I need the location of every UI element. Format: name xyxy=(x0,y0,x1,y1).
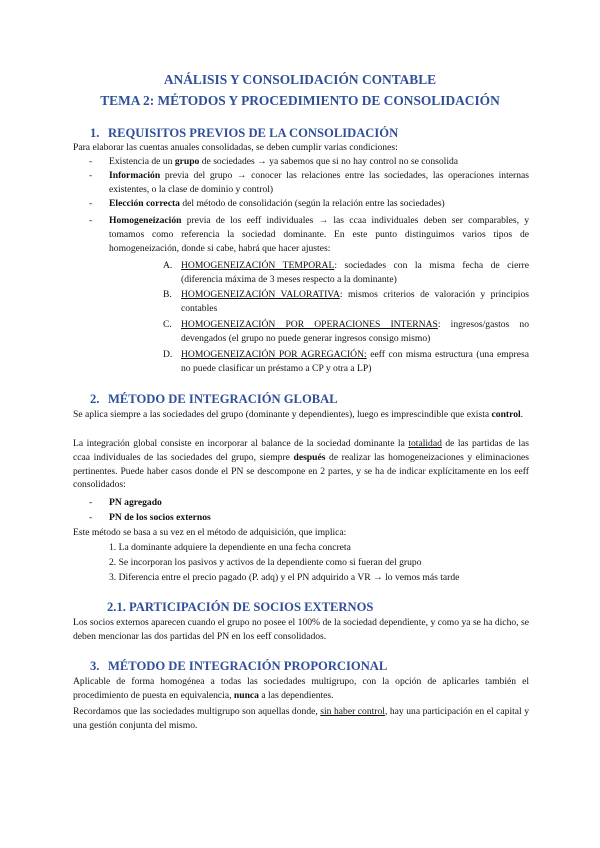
paragraph: Los socios externos aparecen cuando el grupo no posee el 100% de la sociedad dependiente, y como ya se ha dicho, se deben mencionar las dos partidas del PN en los eeff consolidados. xyxy=(73,617,529,642)
numbered-item: 3. Diferencia entre el precio pagado (P. adq) y el PN adquirido a VR → lo vemos más tarde xyxy=(109,572,460,583)
section-2-heading xyxy=(90,392,338,406)
list-item: Existencia de un grupo de sociedades → ya sabemos que si no hay control no se consolida xyxy=(109,156,459,167)
subitem-marker: D. xyxy=(163,349,173,360)
subitem: HOMOGENEIZACIÓN POR OPERACIONES INTERNAS: ingresos/gastos no devengados (el grupo no puede generar ingresos consigo mismo) xyxy=(181,319,529,344)
section-1-title: REQUISITOS PREVIOS DE LA CONSOLIDACIÓN xyxy=(108,126,399,140)
paragraph: Este método se basa a su vez en el método de adquisición, que implica: xyxy=(73,527,347,538)
section-1-heading xyxy=(90,126,398,140)
section-2-1-heading: 2.1. PARTICIPACIÓN DE SOCIOS EXTERNOS xyxy=(107,600,374,614)
subitem: HOMOGENEIZACIÓN POR AGREGACIÓN: eeff con misma estructura (una empresa no puede clasificar un préstamo a CP y otra a LP) xyxy=(181,349,529,374)
section-3-number: 3. xyxy=(90,659,100,673)
bullet-dash: - xyxy=(89,512,93,523)
list-item: PN agregado xyxy=(109,497,162,508)
section-2-title: MÉTODO DE INTEGRACIÓN GLOBAL xyxy=(108,392,338,406)
numbered-item: 2. Se incorporan los pasivos y activos de la dependiente como si fueran del grupo xyxy=(109,557,422,568)
paragraph: La integración global consiste en incorporar al balance de la sociedad dominante la totalidad de las partidas de las ccaa individuales de las sociedades del grupo, siempre después de realizar las homogeneizaciones y eliminaciones pertinentes. Puede haber casos donde el PN se descompone en 2 partes, y se ha de indicar explícitamente en los eeff consolidados: xyxy=(73,438,529,491)
paragraph: Se aplica siempre a las sociedades del grupo (dominante y dependientes), luego es imprescindible que exista control. xyxy=(73,409,524,420)
section-2-number: 2. xyxy=(90,392,100,406)
list-item: Homogeneización previa de los eeff individuales → las ccaa individuales deben ser comparables, y tomamos como referencia la sociedad dominante. En este punto distinguimos varios tipos de homogeneización, donde si cabe, habrá que hacer ajustes: xyxy=(109,215,529,254)
subitem-marker: C. xyxy=(163,319,172,330)
subitem-marker: A. xyxy=(163,260,173,271)
section-3-heading xyxy=(90,659,387,673)
document-title: ANÁLISIS Y CONSOLIDACIÓN CONTABLE xyxy=(163,72,437,87)
section-3-title: MÉTODO DE INTEGRACIÓN PROPORCIONAL xyxy=(108,659,388,673)
bullet-dash: - xyxy=(89,198,93,209)
document-subtitle: TEMA 2: MÉTODOS Y PROCEDIMIENTO DE CONSOLIDACIÓN xyxy=(100,93,500,108)
section-1-number: 1. xyxy=(90,126,100,140)
bullet-dash: - xyxy=(89,156,93,167)
paragraph: Recordamos que las sociedades multigrupo son aquellas donde, sin haber control, hay una participación en el capital y una gestión conjunta del mismo. xyxy=(73,706,530,731)
subitem: HOMOGENEIZACIÓN VALORATIVA: mismos criterios de valoración y principios contables xyxy=(181,289,529,314)
list-item: Información previa del grupo → conocer las relaciones entre las sociedades, las operaciones internas existentes, o la clase de dominio y control) xyxy=(109,170,529,195)
list-item: Elección correcta del método de consolidación (según la relación entre las sociedades) xyxy=(109,198,445,209)
section-1-intro: Para elaborar las cuentas anuales consolidadas, se deben cumplir varias condiciones: xyxy=(73,142,398,153)
subitem: HOMOGENEIZACIÓN TEMPORAL: sociedades con la misma fecha de cierre (diferencia máxima de 3 meses respecto a la dominante) xyxy=(181,260,529,285)
paragraph: Aplicable de forma homogénea a todas las sociedades multigrupo, con la opción de aplicarles también el procedimiento de puesta en equivalencia, nunca a las dependientes. xyxy=(73,676,529,701)
numbered-item: 1. La dominante adquiere la dependiente en una fecha concreta xyxy=(109,542,351,553)
bullet-dash: - xyxy=(89,170,93,181)
list-item: PN de los socios externos xyxy=(109,512,211,523)
bullet-dash: - xyxy=(89,497,93,508)
bullet-dash: - xyxy=(89,215,93,226)
subitem-marker: B. xyxy=(163,289,172,300)
